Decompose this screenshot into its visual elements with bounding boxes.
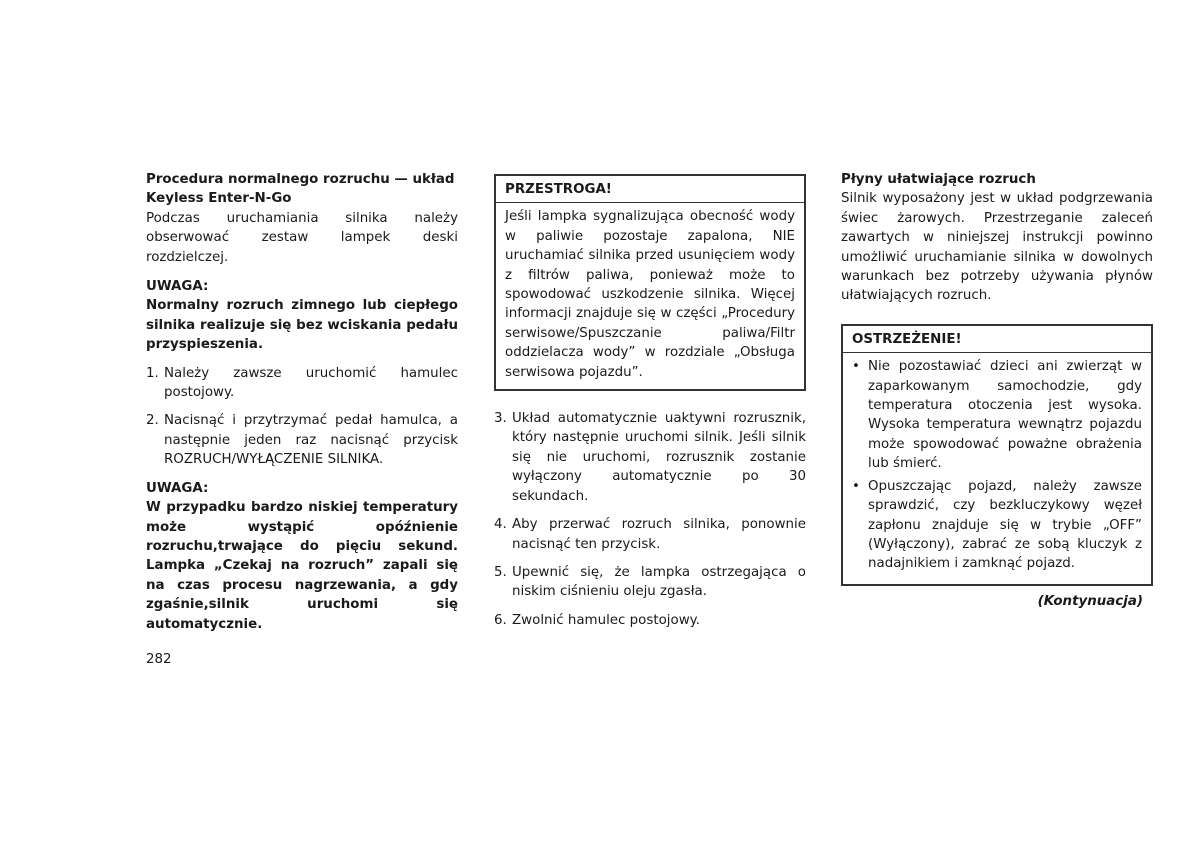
step-text: Układ automatycznie uaktywni rozrusznik, który następnie uruchomi silnik. Jeśli silnik się nie uruchomi, rozrusznik zostanie wyłączony automatycznie po 30 sekundach. <box>512 411 806 504</box>
step-text: Zwolnić hamulec postojowy. <box>512 612 700 628</box>
warning-list <box>852 357 1142 573</box>
warning-title: OSTRZEŻENIE! <box>843 330 1151 353</box>
note-text: Normalny rozruch zimnego lub ciepłego silnika realizuje się bez wciskania pedału przyspieszenia. <box>146 298 458 353</box>
step-number: 5. <box>494 564 507 580</box>
section-heading-keyless-start: Procedura normalnego rozruchu — układ Keyless Enter-N-Go <box>146 172 455 207</box>
warning-box <box>841 324 1153 586</box>
page-number: 282 <box>146 652 172 667</box>
step-number: 6. <box>494 612 507 628</box>
starting-fluids-paragraph: Silnik wyposażony jest w układ podgrzewania świec żarowych. Przestrzeganie zaleceń zawartych w niniejszej instrukcji powinno umożliwić uruchamianie silnika w dowolnych warunkach bez potrzeby używania płynów ułatwiających rozruch. <box>841 191 1153 304</box>
bullet-icon: • <box>852 478 860 494</box>
continued-label: (Kontynuacja) <box>1037 593 1143 609</box>
caution-text: Jeśli lampka sygnalizująca obecność wody w paliwie pozostaje zapalona, NIE uruchamiać silnika przed usunięciem wody z filtrów paliwa, ponieważ może to spowodować uszkodzenie silnika. Więcej informacji znajduje się w części „Procedury serwisowe/Spuszczanie paliwa/Filtr oddzielacza wody” w rozdziale „Obsługa serwisowa pojazdu”. <box>505 209 795 380</box>
step-text: Należy zawsze uruchomić hamulec postojowy. <box>164 365 458 401</box>
step-number: 1. <box>146 365 159 381</box>
step-text: Aby przerwać rozruch silnika, ponownie nacisnąć ten przycisk. <box>512 517 806 552</box>
warning-item-text: Opuszczając pojazd, należy zawsze sprawdzić, czy bezkluczykowy węzeł zapłonu znajduje się w trybie „OFF” (Wyłączony), zabrać ze sobą kluczyk z nadajnikiem i zamknąć pojazd. <box>868 478 1142 572</box>
note-text: W przypadku bardzo niskiej temperatury może wystąpić opóźnienie rozruchu,trwające do pięciu sekund. Lampka „Czekaj na rozruch” zapali się na czas procesu nagrzewania, a gdy zgaśnie,silnik uruchomi się automatycznie. <box>146 500 458 632</box>
list-item <box>852 477 1142 574</box>
column-right <box>841 170 1153 611</box>
warning-item-text: Nie pozostawiać dzieci ani zwierząt w zaparkowanym samochodzie, gdy temperatura otoczenia jest wysoka. Wysoka temperatura wewnątrz pojazdu może spowodować poważne obrażenia lub śmierć. <box>868 359 1142 472</box>
note-title: UWAGA: <box>146 480 209 496</box>
step-text: Upewnić się, że lampka ostrzegająca o niskim ciśnieniu oleju zgasła. <box>512 564 806 600</box>
column-middle <box>494 174 806 639</box>
column-left <box>146 170 458 634</box>
list-item <box>494 409 806 506</box>
bullet-icon: • <box>852 359 860 375</box>
step-number: 4. <box>494 517 507 533</box>
steps-list <box>146 364 458 470</box>
caution-title: PRZESTROGA! <box>496 180 804 203</box>
section-heading-starting-fluids: Płyny ułatwiające rozruch <box>841 172 1036 187</box>
list-item <box>494 563 806 602</box>
list-item <box>494 515 806 554</box>
caution-box <box>494 174 806 391</box>
step-number: 3. <box>494 411 507 427</box>
list-item <box>852 357 1142 473</box>
list-item <box>146 364 458 403</box>
note-title: UWAGA: <box>146 279 209 295</box>
list-item <box>146 411 458 469</box>
steps-list <box>494 409 806 630</box>
list-item <box>494 611 806 630</box>
step-number: 2. <box>146 413 159 429</box>
step-text: Nacisnąć i przytrzymać pedał hamulca, a następnie jeden raz nacisnąć przycisk ROZRUCH/WYŁĄCZENIE SILNIKA. <box>164 413 458 468</box>
intro-paragraph: Podczas uruchamiania silnika należy obserwować zestaw lampek deski rozdzielczej. <box>146 210 458 265</box>
